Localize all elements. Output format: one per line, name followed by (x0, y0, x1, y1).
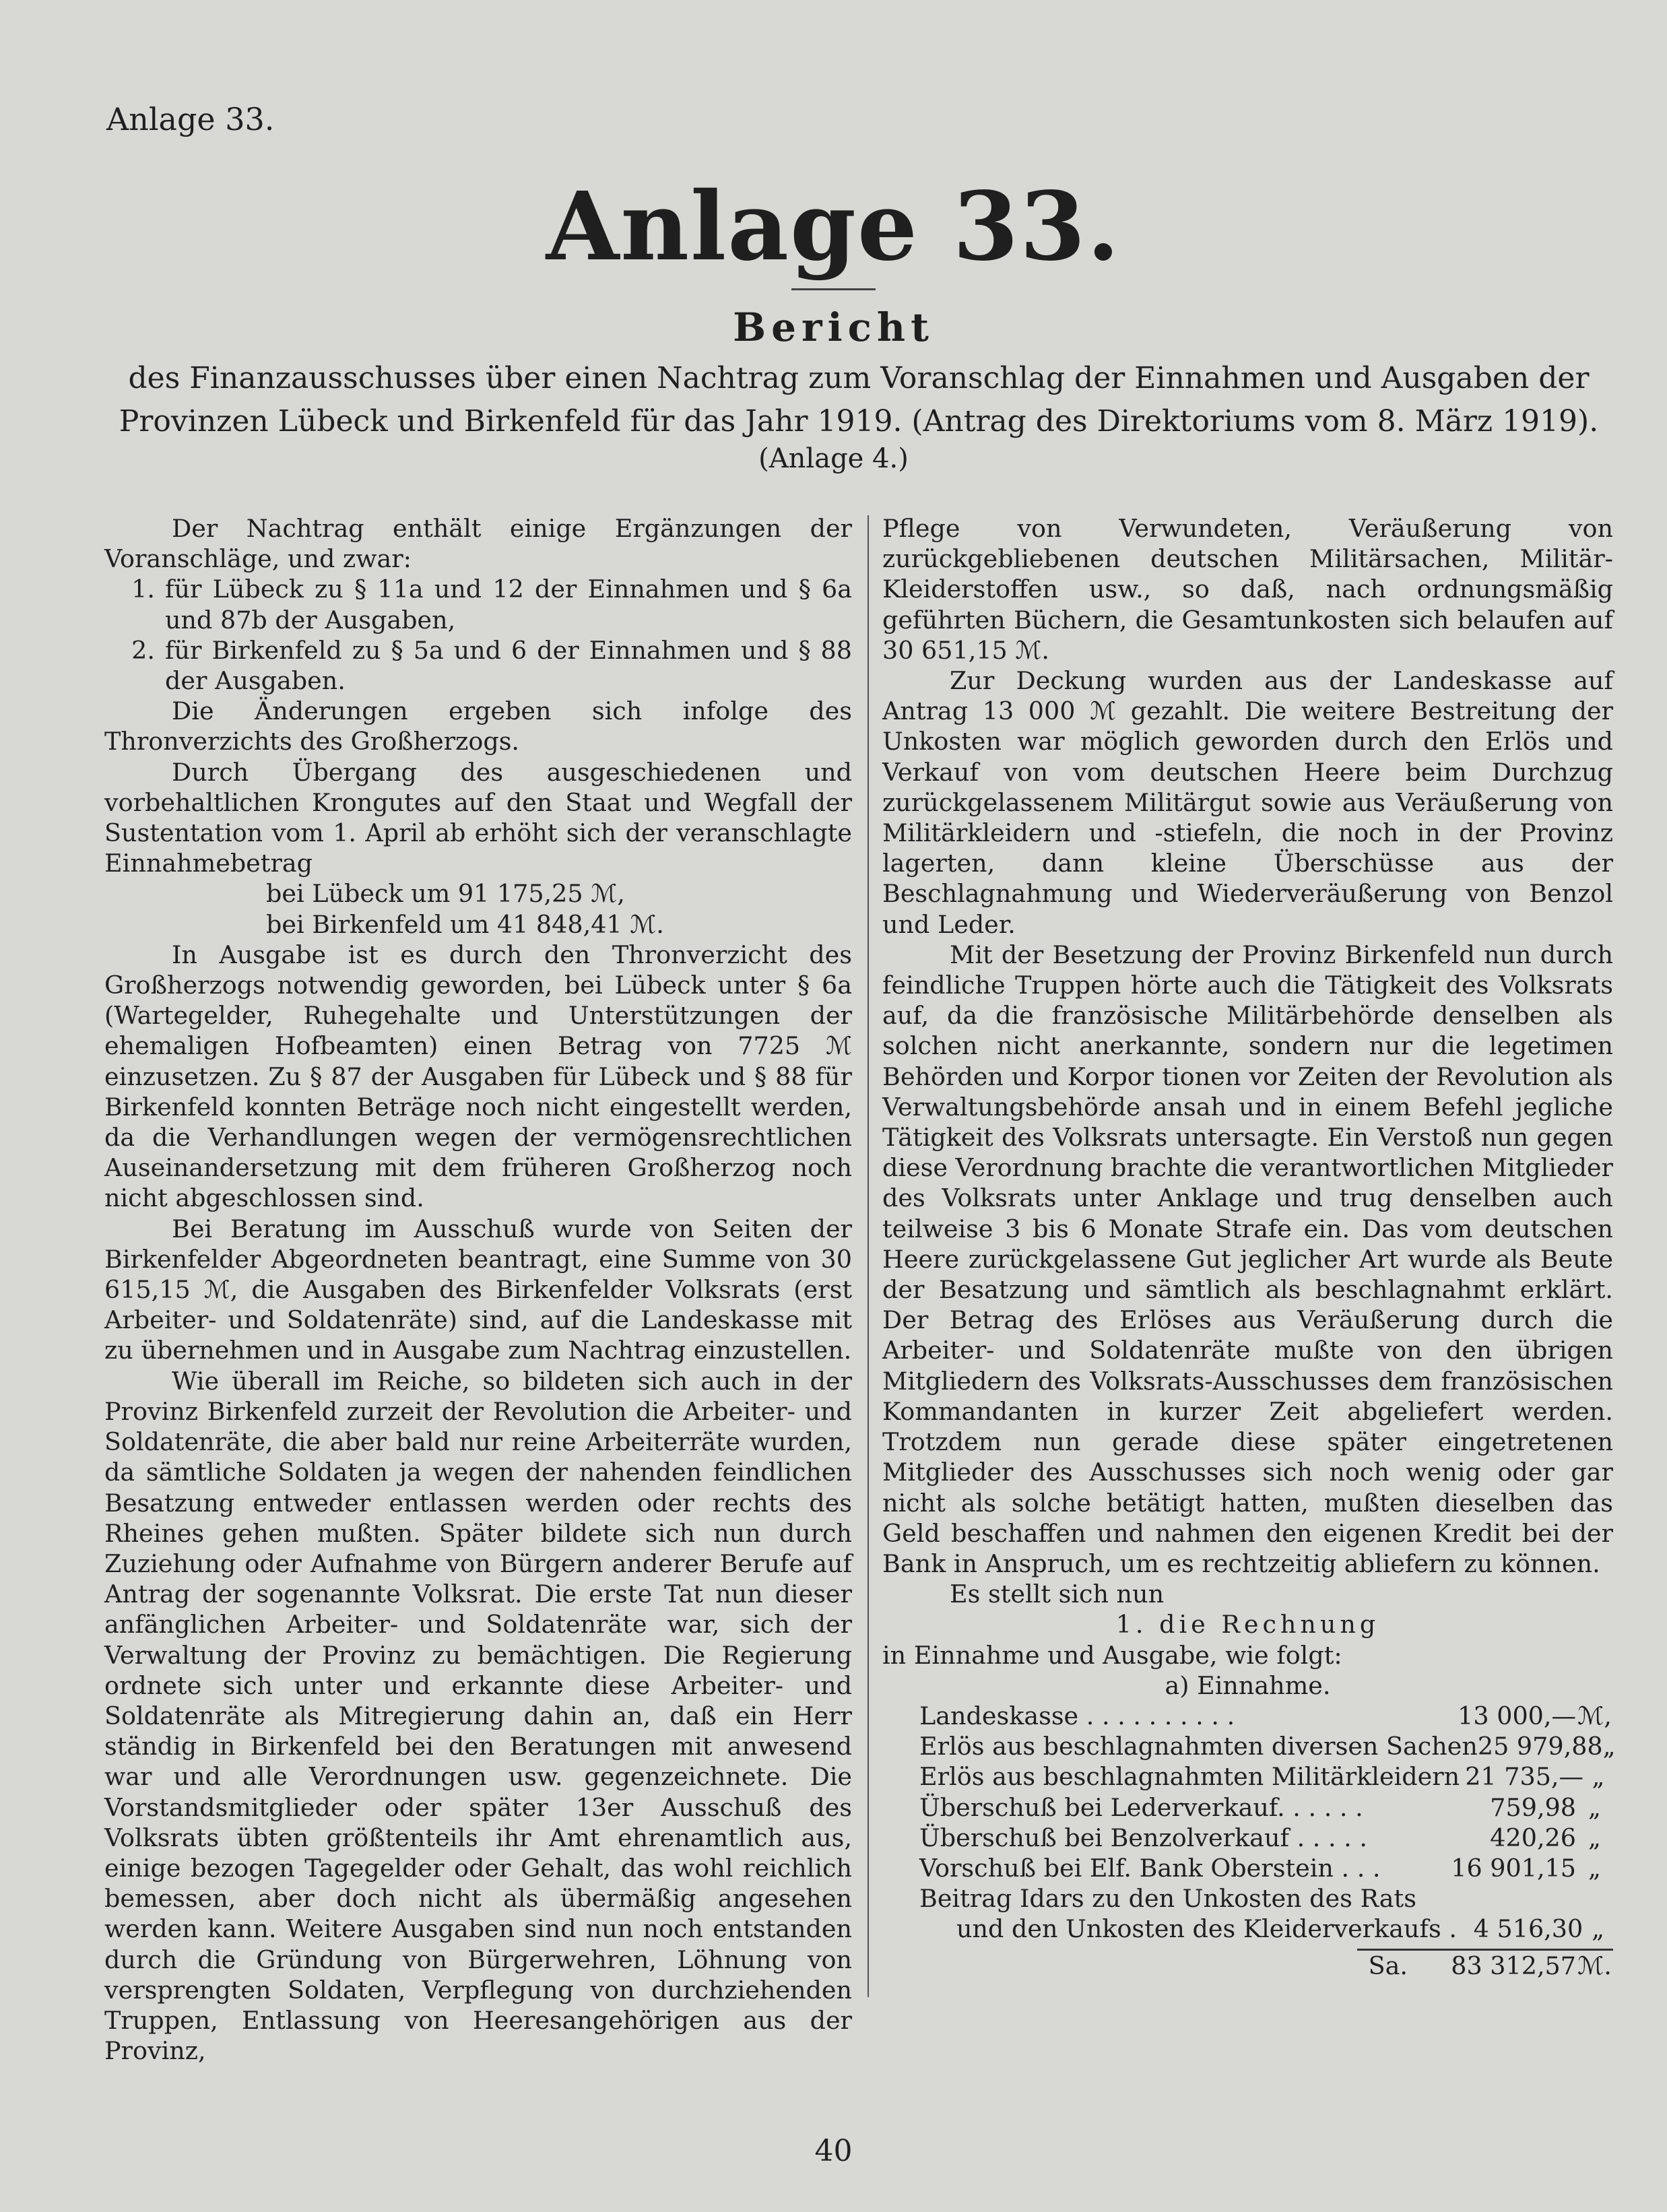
report-subtitle: des Finanzausschusses über einen Nachtrag zum Voranschlag der Einnahmen und Ausgaben der Provinzen Lübeck und Birkenfeld für das Jahr 1919. (Antrag des Direktoriums vom 8. März 1919). (119, 361, 1599, 438)
left-column (104, 513, 852, 2066)
ledger-row (882, 1914, 1613, 1944)
ledger-unit: „ (1588, 1823, 1601, 1852)
column-divider (868, 515, 869, 1997)
ledger-row (882, 1792, 1613, 1823)
ledger-amount: 16 901,15 (1451, 1853, 1576, 1883)
list-item (104, 635, 852, 696)
account-subheading: in Einnahme und Ausgabe, wie folgt: (882, 1640, 1342, 1670)
list-number: 1. (131, 575, 155, 604)
ledger-total-box (1357, 1949, 1613, 1981)
running-head: Anlage 33. (106, 101, 275, 137)
paragraph-committee: Bei Beratung im Ausschuß wurde von Seiten der Birkenfelder Abgeordneten beantragt, eine Summe von 30 615,15 ℳ, die Ausgaben des Birkenfelder Volksrats (erst Arbeiter- und Soldatenräte) sind, auf die Landeskasse mit zu übernehmen und in Ausgabe zum Nachtrag einzustellen. (104, 1214, 852, 1365)
ledger-amount: 21 735,— (1465, 1762, 1584, 1792)
paragraph-occupation: Mit der Besetzung der Provinz Birkenfeld nun durch feindliche Truppen hörte auch die Tätigkeit des Volksrats auf, da die französische Militärbehörde denselben als solchen nicht anerkannte, sondern nur die legetimen Behörden und Korpor tionen vor Zeiten der Revolution als Verwaltungsbehörde ansah und in einem Befehl jegliche Tätigkeit des Volksrats untersagte. Ein Verstoß nun gegen diese Verordnung brachte die verantwortlichen Mitglieder des Volksrats unter Anklage und trug denselben auch teilweise 3 bis 6 Monate Strafe ein. Das vom deutschen Heere zurückgelassene Gut jeglicher Art wurde als Beute der Besatzung und sämtlich als beschlagnahmt erklärt. Der Betrag des Erlöses aus Veräußerung durch die Arbeiter- und Soldatenräte mußte von den übrigen Mitgliedern des Volksrats-Ausschusses dem französischen Kommandanten in kurzer Zeit abgeliefert werden. Trotzdem nun gerade diese später eingetretenen Mitglieder des Ausschusses sich noch wenig oder gar nicht als solche betätigt hatten, mußten dieselben das Geld beschaffen und nahmen den eigenen Kredit bei der Bank in Anspruch, um es rechtzeitig abliefern zu können. (882, 940, 1613, 1578)
ledger-label: Überschuß bei Lederverkauf. . . . . . (919, 1792, 1363, 1822)
ledger-label: Erlös aus beschlagnahmten diversen Sachen (919, 1732, 1478, 1761)
page-number: 40 (814, 2134, 853, 2168)
paragraph-continued: Pflege von Verwundeten, Veräußerung von zurückgebliebenen deutschen Militärsachen, Militär-Kleiderstoffen usw., so daß, nach ordnungsmäßig geführten Büchern, die Gesamtunkosten sich belaufen auf 30 651,15 ℳ. (882, 514, 1613, 665)
paragraph-transfer: Durch Übergang des ausgeschiedenen und vorbehaltlichen Krongutes auf den Staat und Wegfall der Sustentation vom 1. April ab erhöht sich der veranschlagte Einnahmebetrag (104, 757, 852, 878)
report-heading: Bericht (733, 304, 934, 350)
income-heading: a) Einnahme. (1165, 1670, 1331, 1700)
ledger-unit: „ (1588, 1792, 1601, 1822)
ledger-row (882, 1823, 1613, 1853)
ledger-total (882, 1945, 1613, 1981)
ledger-unit: „ (1592, 1914, 1605, 1944)
ledger-amount: 420,26 (1490, 1823, 1576, 1852)
list-text: für Lübeck zu § 11a und 12 der Einnahmen und § 6a und 87b der Ausgaben, (165, 575, 852, 635)
account-intro: Es stellt sich nun (950, 1580, 1165, 1609)
ledger-unit: „ (1592, 1762, 1605, 1792)
amount-birkenfeld: bei Birkenfeld um 41 848,41 ℳ. (266, 909, 664, 939)
ledger-total-unit: ℳ. (1577, 1951, 1612, 1980)
account-heading: 1. die Rechnung (1115, 1610, 1380, 1639)
ledger-amount: 13 000,— (1458, 1701, 1576, 1730)
page-title: Anlage 33. (546, 172, 1121, 282)
paragraph-revolution: Wie überall im Reiche, so bildeten sich auch in der Provinz Birkenfeld zurzeit der Revolution die Arbeiter- und Soldatenräte, die aber bald nur reine Arbeiterräte wurden, da sämtliche Soldaten ja wegen der nahenden feindlichen Besatzung entweder entlassen werden oder rechts des Rheines gehen mußten. Später bildete sich nun durch Zuziehung oder Aufnahme von Bürgern anderer Berufe auf Antrag der sogenannte Volksrat. Die erste Tat nun dieser anfänglichen Arbeiter- und Soldatenräte war, sich der Verwaltung der Provinz zu bemächtigen. Die Regierung ordnete sich unter und erkannte diese Arbeiter- und Soldatenräte als Mitregierung dahin an, daß ein Herr ständig in Birkenfeld bei den Beratungen mit anwesend war und alle Verordnungen usw. gegenzeichnete. Die Vorstandsmitglieder oder später 13er Ausschuß des Volksrats übten größtenteils ihr Amt ehrenamtlich aus, einige bezogen Tagegelder oder Gehalt, das wohl reichlich bemessen, aber doch nicht als übermäßig angesehen werden kann. Weitere Ausgaben sind nun noch entstanden durch die Gründung von Bürgerwehren, Löhnung von versprengten Soldaten, Verpflegung von durchziehenden Truppen, Entlassung von Heeresangehörigen aus der Provinz, (104, 1366, 852, 2066)
ledger-row (882, 1883, 1613, 1914)
list-item (104, 574, 852, 635)
ledger-label: Landeskasse . . . . . . . . . . (919, 1701, 1235, 1730)
ledger-unit: ℳ, (1577, 1701, 1612, 1730)
paragraph-expense: In Ausgabe ist es durch den Thronverzicht des Großherzogs notwendig geworden, bei Lübeck unter § 6a (Wartegelder, Ruhegehalte und Unterstützungen der ehemaligen Hofbeamten) einen Betrag von 7725 ℳ einzusetzen. Zu § 87 der Ausgaben für Lübeck und § 88 für Birkenfeld konnten Beträge noch nicht eingestellt werden, da die Verhandlungen wegen der vermögensrechtlichen Auseinandersetzung mit dem früheren Großherzog noch nicht abgeschlossen sind. (104, 940, 852, 1213)
ledger-label: Erlös aus beschlagnahmten Militärkleidern (919, 1762, 1460, 1792)
ledger-total-label: Sa. (1368, 1951, 1408, 1980)
paragraph-changes: Die Änderungen ergeben sich infolge des Thronverzichts des Großherzogs. (104, 696, 852, 756)
ledger-amount: 4 516,30 (1473, 1914, 1583, 1944)
ledger-amount: 25 979,88 (1477, 1732, 1603, 1761)
list-text: für Birkenfeld zu § 5a und 6 der Einnahmen und § 88 der Ausgaben. (165, 635, 852, 696)
ledger-label: Überschuß bei Benzolverkauf . . . . . (919, 1823, 1367, 1852)
amount-luebeck: bei Lübeck um 91 175,25 ℳ, (266, 879, 625, 909)
income-ledger (882, 1701, 1616, 1981)
ledger-unit: „ (1602, 1732, 1616, 1761)
ledger-label: und den Unkosten des Kleiderverkaufs . (956, 1914, 1457, 1944)
annex-reference: (Anlage 4.) (758, 443, 909, 474)
list-number: 2. (131, 635, 155, 665)
ledger-label: Vorschuß bei Elf. Bank Oberstein . . . (919, 1853, 1381, 1883)
ledger-unit: „ (1588, 1853, 1601, 1883)
ledger-row (882, 1731, 1616, 1761)
paragraph-coverage: Zur Deckung wurden aus der Landeskasse auf Antrag 13 000 ℳ gezahlt. Die weitere Bestreitung der Unkosten war möglich geworden durch den Erlös und Verkauf von vom deutschen Heere beim Durchzug zurückgelassenem Militärgut sowie aus Veräußerung von Militärkleidern und -stiefeln, die noch in der Provinz lagerten, dann kleine Überschüsse aus der Beschlagnahmung und Wiederveräußerung von Benzol und Leder. (882, 666, 1613, 939)
intro-paragraph: Der Nachtrag enthält einige Ergänzungen der Voranschläge, und zwar: (104, 514, 852, 574)
ledger-total-amount: 83 312,57 (1451, 1951, 1576, 1980)
ledger-row (882, 1761, 1613, 1792)
ledger-label: Beitrag Idars zu den Unkosten des Rats (919, 1884, 1416, 1914)
ledger-row (882, 1701, 1613, 1731)
ledger-row (882, 1853, 1613, 1883)
ledger-amount: 759,98 (1490, 1792, 1576, 1822)
title-rule (791, 288, 876, 290)
right-column (882, 513, 1616, 1981)
